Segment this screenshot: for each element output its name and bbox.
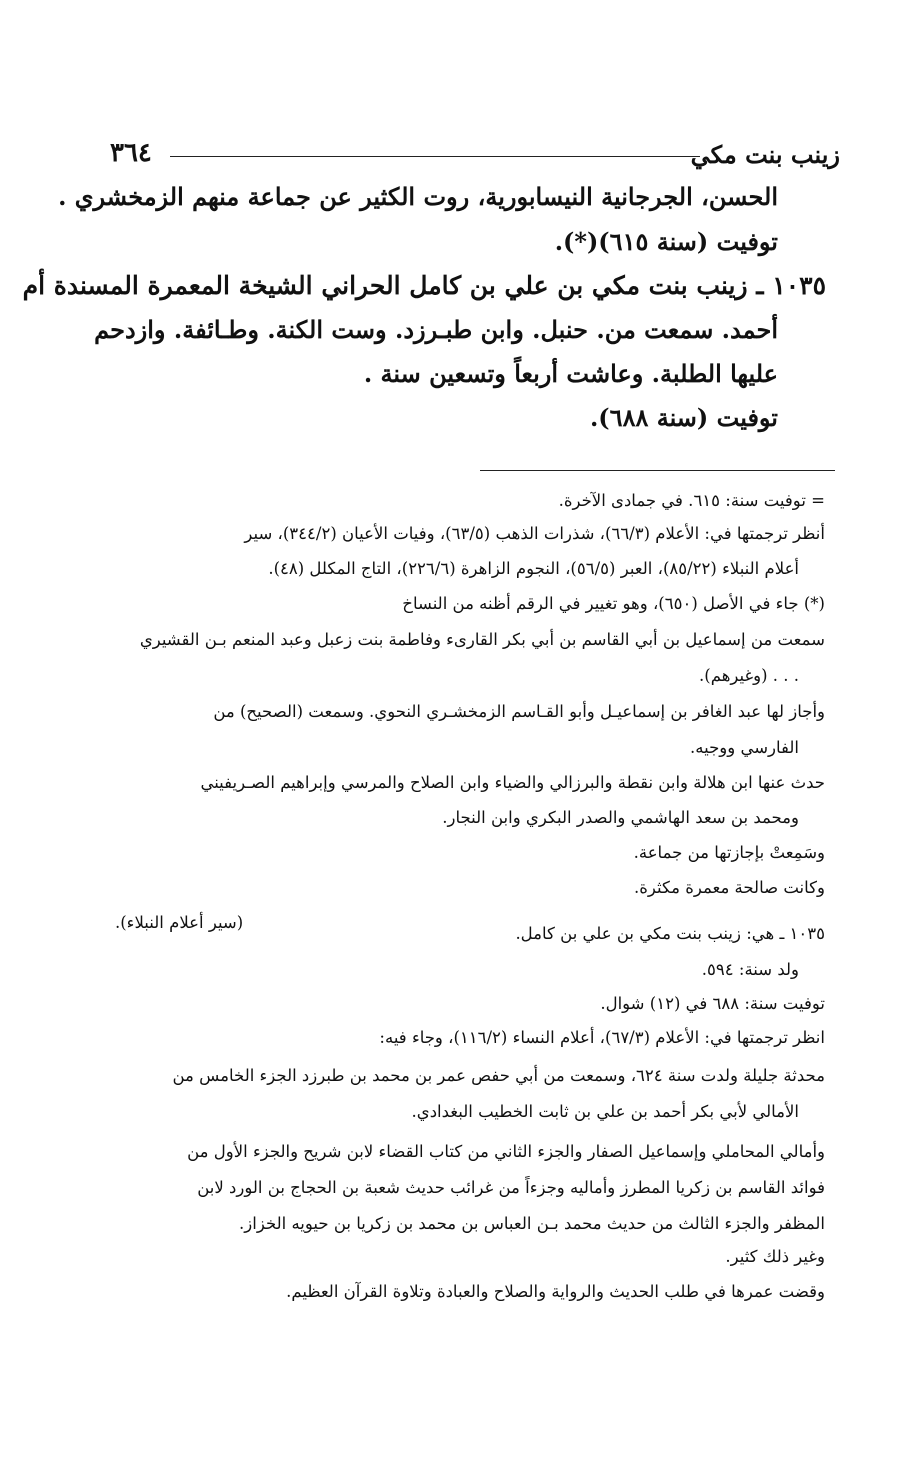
footnote-line: حدث عنها ابن هلالة وابن نقطة والبرزالي والضياء وابن الصلاح والمرسي وإبراهيم الصـريفيني xyxy=(200,773,825,792)
footnote-line: أعلام النبلاء (٨٥/٢٢)، العبر (٥٦/٥)، النجوم الزاهرة (٢٢٦/٦)، التاج المكلل (٤٨). xyxy=(268,559,799,578)
footnote-line: فوائد القاسم بن زكريا المطرز وأماليه وجزءاً من غرائب حديث شعبة بن الحجاج بن الورد لابن xyxy=(197,1178,825,1197)
main-line-1: الحسن، الجرجانية النيسابورية، روت الكثير عن جماعة منهم الزمخشري . xyxy=(58,182,778,211)
page-header xyxy=(110,140,840,180)
main-line-6: توفيت (سنة ٦٨٨). xyxy=(589,403,778,432)
main-line-4: أحمد. سمعت من. حنبل. وابن طبـرزد. وست الكنة. وطـائفة. وازدحم xyxy=(94,315,778,344)
footnote-line: ومحمد بن سعد الهاشمي والصدر البكري وابن النجار. xyxy=(442,808,799,827)
page-number: ٣٦٤ xyxy=(110,138,152,168)
footnote-line: وكانت صالحة معمرة مكثرة. xyxy=(634,878,825,897)
footnote-line: ولد سنة: ٥٩٤. xyxy=(701,960,799,979)
footnote-separator xyxy=(480,470,835,471)
footnote-line: سمعت من إسماعيل بن أبي القاسم بن أبي بكر القارىء وفاطمة بنت زعبل وعبد المنعم بـن القشيري xyxy=(139,630,825,649)
footnote-line: الفارسي ووجيه. xyxy=(690,738,799,757)
footnote-line: . . . (وغيرهم). xyxy=(699,666,799,685)
footnote-line: الأمالي لأبي بكر أحمد بن علي بن ثابت الخطيب البغدادي. xyxy=(411,1102,799,1121)
footnote-line: توفيت سنة: ٦٨٨ في (١٢) شوال. xyxy=(600,994,825,1013)
footnote-marker-line: (*) جاء في الأصل (٦٥٠)، وهو تغيير في الرقم أظنه من النساخ xyxy=(402,594,825,613)
footnote-line: المظفر والجزء الثالث من حديث محمد بـن العباس بن محمد بن زكريا بن حيويه الخزاز. xyxy=(239,1214,825,1233)
footnote-line: محدثة جليلة ولدت سنة ٦٢٤، وسمعت من أبي حفص عمر بن محمد بن طبرزد الجزء الخامس من xyxy=(172,1066,825,1085)
entry-heading-1035: ١٠٣٥ ـ زينب بنت مكي بن علي بن كامل الحراني الشيخة المعمرة المسندة أم xyxy=(22,271,826,300)
main-line-2: توفيت (سنة ٦١٥)(*). xyxy=(554,227,778,256)
source-note: (سير أعلام النبلاء). xyxy=(115,913,244,932)
main-line-5: عليها الطلبة. وعاشت أربعاً وتسعين سنة . xyxy=(363,359,778,388)
footnote-line: = توفيت سنة: ٦١٥. في جمادى الآخرة. xyxy=(558,491,825,510)
footnote-line: وغير ذلك كثير. xyxy=(725,1247,825,1266)
footnote-line: وقضت عمرها في طلب الحديث والرواية والصلاح والعبادة وتلاوة القرآن العظيم. xyxy=(286,1282,825,1301)
footnote-line: انظر ترجمتها في: الأعلام (٦٧/٣)، أعلام النساء (١١٦/٢)، وجاء فيه: xyxy=(379,1028,825,1047)
footnote-line: أنظر ترجمتها في: الأعلام (٦٦/٣)، شذرات الذهب (٦٣/٥)، وفيات الأعيان (٣٤٤/٢)، سير xyxy=(244,524,825,543)
footnote-line: وأمالي المحاملي وإسماعيل الصفار والجزء الثاني من كتاب القضاء لابن شريح والجزء الأول من xyxy=(187,1142,825,1161)
running-title: زينب بنت مكي xyxy=(690,140,840,169)
footnote-entry-1035: ١٠٣٥ ـ هي: زينب بنت مكي بن علي بن كامل. xyxy=(515,924,825,943)
footnote-line: وأجاز لها عبد الغافر بن إسماعيـل وأبو القـاسم الزمخشـري النحوي. وسمعت (الصحيح) من xyxy=(213,702,825,721)
footnote-line: وسَمِعتْ بإجازتها من جماعة. xyxy=(633,843,825,862)
header-rule xyxy=(170,156,700,157)
